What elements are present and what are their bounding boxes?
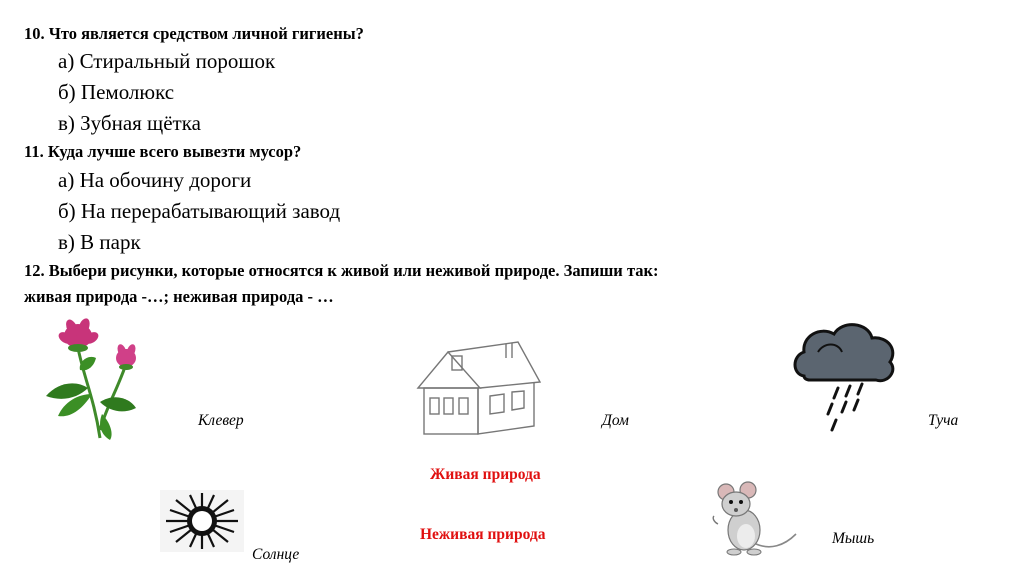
q11-option-c: в) В парк bbox=[58, 230, 141, 254]
question-11: 11. Куда лучше всего вывезти мусор? bbox=[24, 142, 302, 161]
mouse-image bbox=[704, 478, 800, 558]
question-10: 10. Что является средством личной гигиены? bbox=[24, 24, 364, 43]
house-image bbox=[408, 336, 548, 440]
house-caption: Дом bbox=[602, 412, 629, 429]
sun-caption: Солнце bbox=[252, 546, 300, 563]
q11-option-b: б) На перерабатывающий завод bbox=[58, 199, 341, 223]
q10-option-b: б) Пемолюкс bbox=[58, 80, 175, 104]
living-nature-label: Живая природа bbox=[430, 466, 541, 483]
clover-caption: Клевер bbox=[198, 412, 244, 429]
nonliving-nature-label: Неживая природа bbox=[420, 526, 546, 543]
cloud-caption: Туча bbox=[928, 412, 959, 429]
q11-option-a: а) На обочину дороги bbox=[58, 168, 252, 192]
q10-option-c: в) Зубная щётка bbox=[58, 111, 201, 135]
cloud-image bbox=[790, 318, 900, 438]
sun-image bbox=[160, 490, 244, 552]
question-12-line-1: 12. Выбери рисунки, которые относятся к живой или неживой природе. Запиши так: bbox=[24, 261, 659, 280]
mouse-caption: Мышь bbox=[832, 530, 875, 547]
clover-image bbox=[36, 318, 144, 442]
q10-option-a: а) Стиральный порошок bbox=[58, 49, 276, 73]
question-12-line-2: живая природа -…; неживая природа - … bbox=[24, 287, 334, 306]
